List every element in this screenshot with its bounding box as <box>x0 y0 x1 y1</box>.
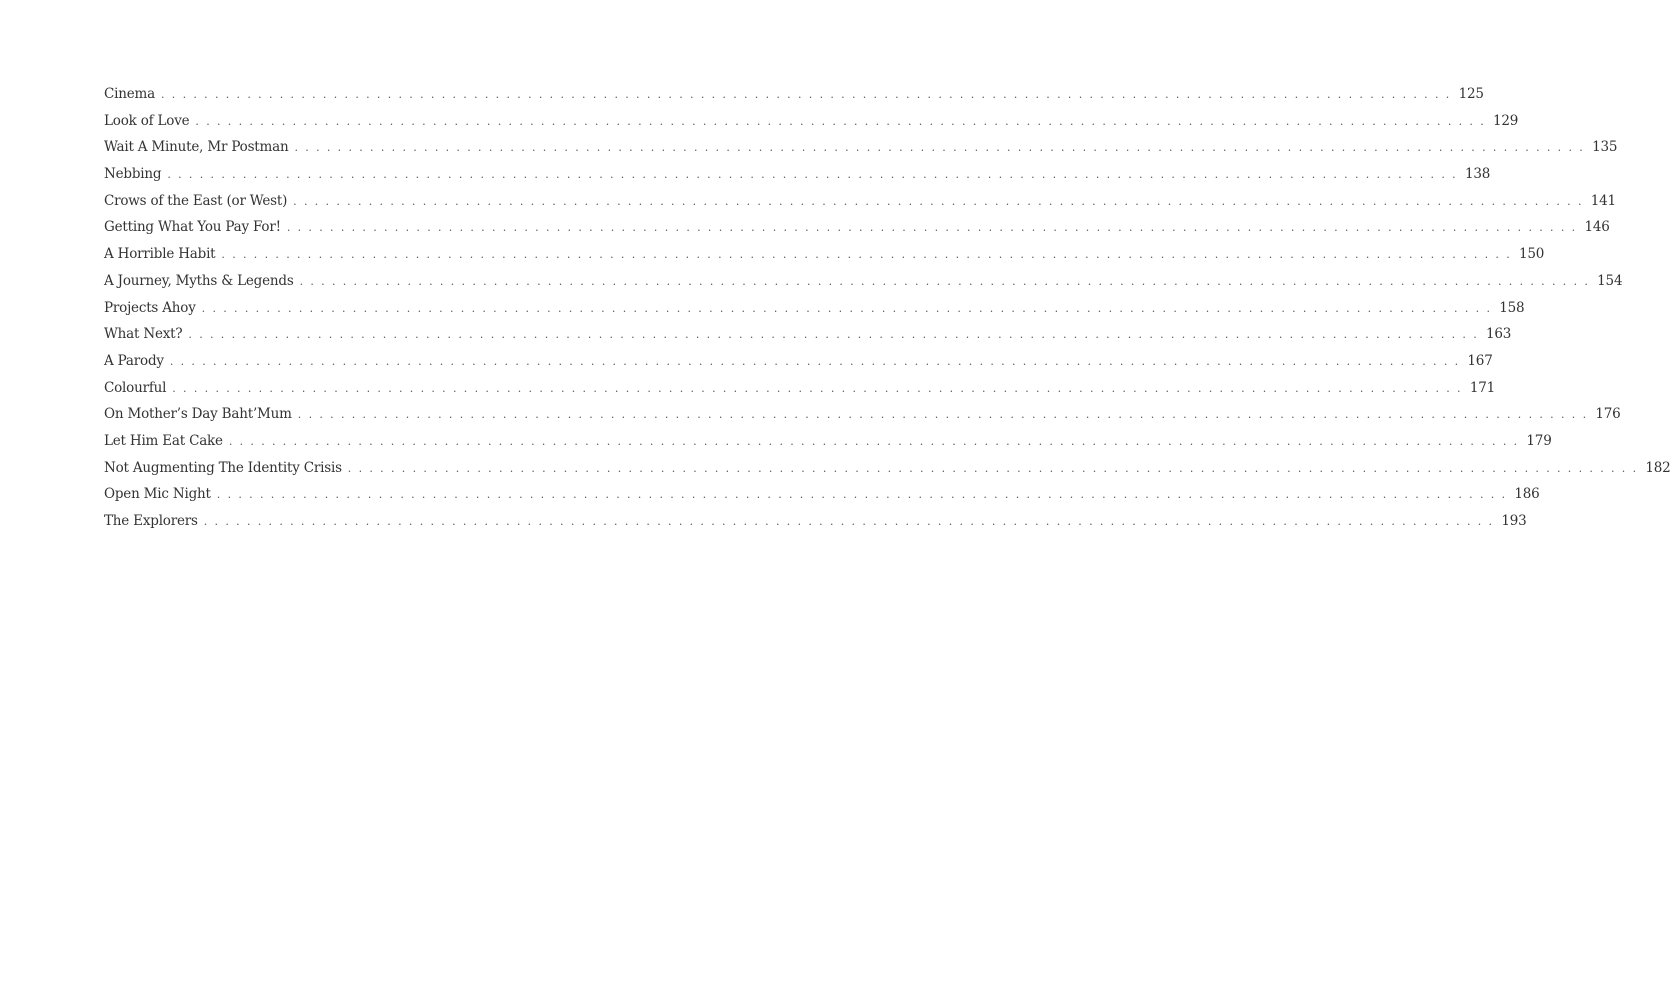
toc-entry-page: 179 <box>1526 432 1552 449</box>
toc-entry-title: Look of Love <box>104 112 190 129</box>
toc-entry <box>104 166 1491 193</box>
toc-entry-page: 141 <box>1590 192 1616 209</box>
toc-entry-page: 167 <box>1467 352 1493 369</box>
toc-entry <box>104 513 1527 540</box>
toc-entry-page: 154 <box>1597 272 1623 289</box>
toc-entry <box>104 246 1545 273</box>
toc-entry <box>104 406 1621 433</box>
toc-entry <box>104 139 1618 166</box>
toc-entry <box>104 272 1623 300</box>
toc-entry <box>104 486 1540 513</box>
toc-dot-leader: ........................................................................................................................ <box>203 515 1500 528</box>
toc-entry <box>104 219 1610 246</box>
toc-entry <box>104 112 1519 140</box>
toc-entry-title: The Explorers <box>104 513 198 529</box>
toc-entry-page: 176 <box>1595 406 1621 423</box>
toc-dot-leader: ........................................................................................................................ <box>228 434 1525 448</box>
toc-entry-page: 138 <box>1464 166 1491 183</box>
toc-dot-leader: ........................................................................................................................ <box>167 168 1463 182</box>
toc-entry-title: Not Augmenting The Identity Crisis <box>104 459 342 476</box>
toc-dot-leader: ........................................................................................................................ <box>221 248 1518 262</box>
toc-entry-page: 163 <box>1486 326 1512 343</box>
toc-entry-title: Crows of the East (or West) <box>104 192 288 209</box>
toc-entry <box>104 326 1512 353</box>
toc-entry-page: 135 <box>1592 139 1618 156</box>
toc-entry-title: Cinema <box>104 86 155 102</box>
toc-dot-leader: ........................................................................................................................ <box>347 461 1644 475</box>
table-of-contents <box>104 86 1671 540</box>
toc-dot-leader: ........................................................................................................................ <box>294 141 1591 155</box>
toc-entry-page: 158 <box>1499 299 1525 316</box>
toc-dot-leader: ........................................................................................................................ <box>299 274 1596 288</box>
toc-dot-leader: ........................................................................................................................ <box>293 194 1589 208</box>
toc-entry-title: Wait A Minute, Mr Postman <box>104 139 289 156</box>
toc-entry-title: Open Mic Night <box>104 486 211 503</box>
toc-dot-leader: ........................................................................................................................ <box>195 114 1492 128</box>
toc-entry <box>104 86 1484 113</box>
toc-entry <box>104 299 1525 327</box>
toc-entry-title: Projects Ahoy <box>104 299 196 316</box>
toc-entry-page: 193 <box>1501 513 1527 529</box>
toc-entry-title: A Horrible Habit <box>104 246 216 263</box>
toc-entry <box>104 459 1671 487</box>
toc-entry-page: 171 <box>1469 379 1496 396</box>
toc-dot-leader: ........................................................................................................................ <box>216 488 1513 502</box>
toc-entry-title: What Next? <box>104 326 183 343</box>
toc-entry-title: A Parody <box>104 352 164 369</box>
toc-entry-page: 129 <box>1493 112 1519 129</box>
toc-entry-page: 186 <box>1514 486 1540 503</box>
toc-entry <box>104 379 1496 407</box>
toc-entry-page: 150 <box>1519 246 1545 263</box>
toc-dot-leader: ........................................................................................................................ <box>188 328 1485 342</box>
toc-entry-page: 146 <box>1584 219 1610 236</box>
toc-dot-leader: ........................................................................................................................ <box>160 88 1457 101</box>
toc-dot-leader: ........................................................................................................................ <box>201 301 1498 315</box>
toc-dot-leader: ........................................................................................................................ <box>172 381 1468 395</box>
toc-entry-page: 125 <box>1458 86 1484 102</box>
toc-entry <box>104 192 1616 220</box>
toc-dot-leader: ........................................................................................................................ <box>286 221 1583 235</box>
toc-entry <box>104 432 1552 460</box>
toc-entry <box>104 352 1493 380</box>
toc-entry-page: 182 <box>1645 459 1671 476</box>
toc-entry-title: A Journey, Myths & Legends <box>104 272 294 289</box>
toc-entry-title: Colourful <box>104 379 167 396</box>
toc-dot-leader: ........................................................................................................................ <box>169 354 1466 368</box>
toc-entry-title: Let Him Eat Cake <box>104 432 223 449</box>
toc-entry-title: Nebbing <box>104 166 162 183</box>
toc-entry-title: Getting What You Pay For! <box>104 219 281 236</box>
toc-entry-title: On Mother’s Day Baht’Mum <box>104 406 292 423</box>
toc-dot-leader: ........................................................................................................................ <box>297 408 1594 422</box>
